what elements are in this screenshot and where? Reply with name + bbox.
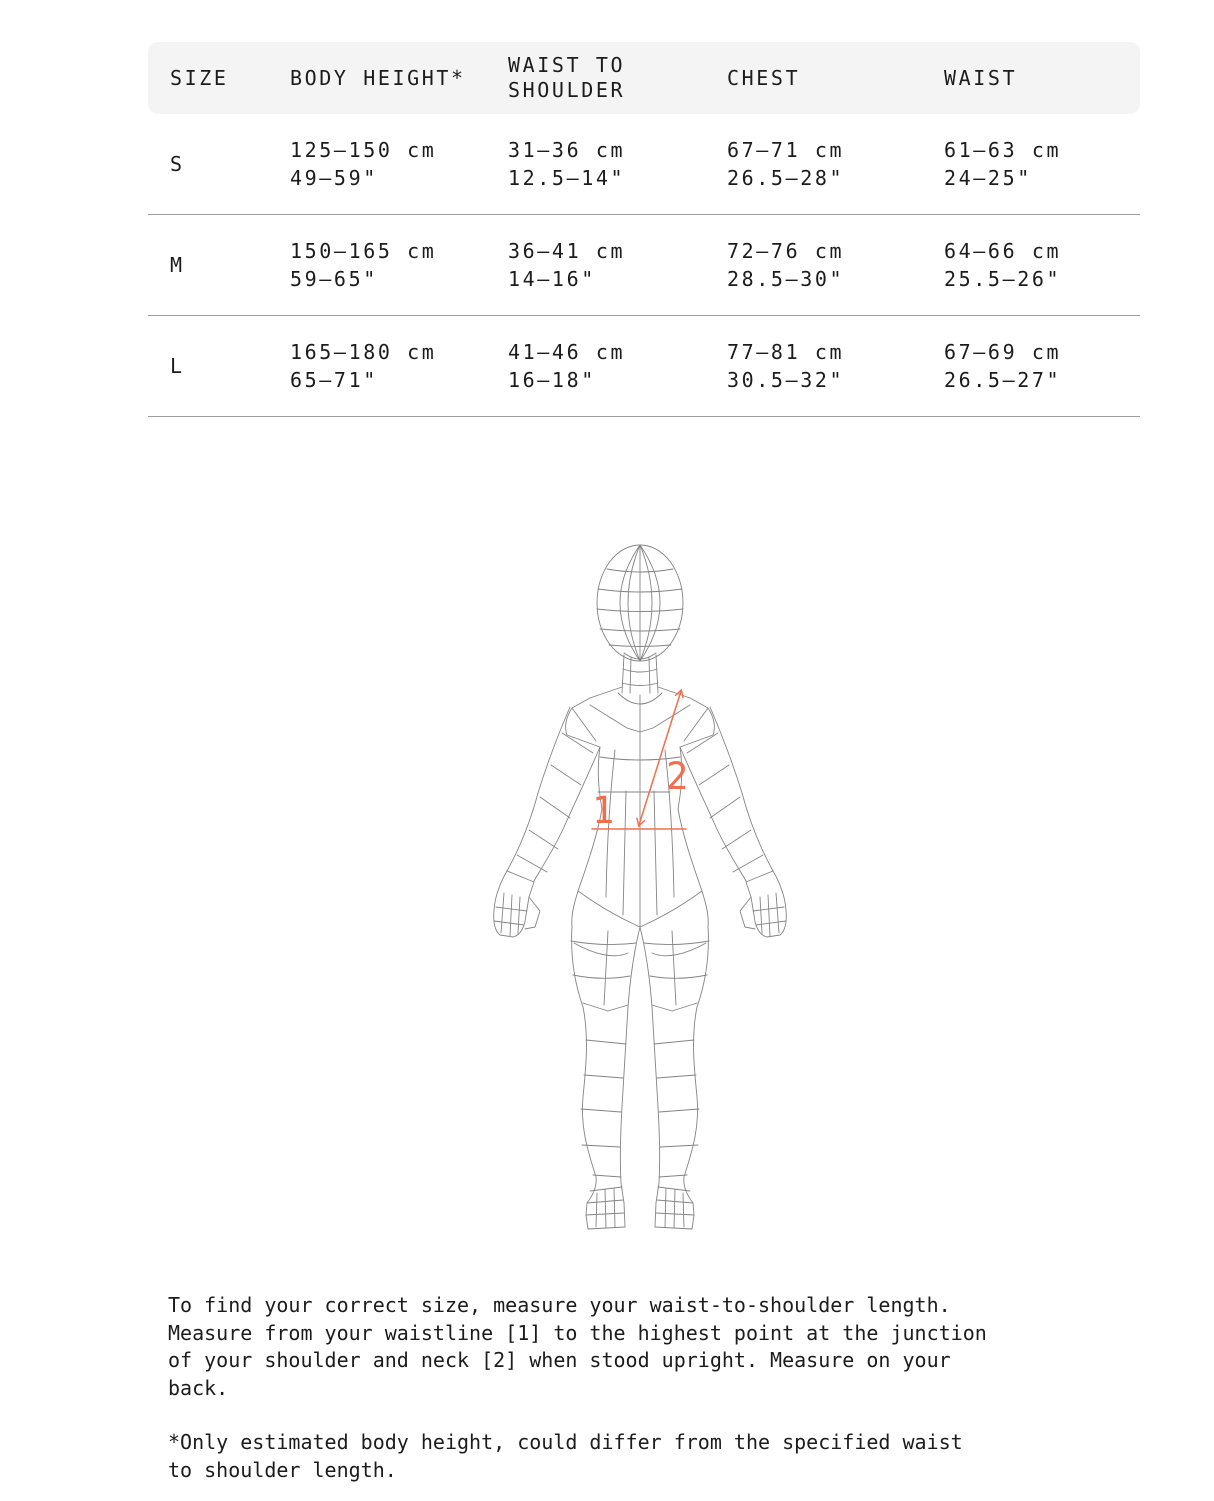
column-header-body-height: BODY HEIGHT* [290, 65, 466, 90]
size-label: M [170, 253, 185, 277]
mannequin-head [597, 545, 683, 661]
cell-chest [727, 136, 944, 192]
annotation-label-1: 1 [592, 789, 615, 832]
column-header-waist: WAIST [944, 65, 1018, 90]
value-cm: 67–69 cm [944, 340, 1062, 364]
value-cm: 64–66 cm [944, 239, 1062, 263]
cell-waist-to-shoulder [508, 136, 727, 192]
value-inches: 26.5–27" [944, 368, 1062, 392]
column-header-size: SIZE [170, 65, 229, 90]
value-inches: 49–59" [290, 166, 378, 190]
value-inches: 24–25" [944, 166, 1032, 190]
value-cm: 72–76 cm [727, 239, 845, 263]
body-height-disclaimer-text: *Only estimated body height, could differ from the specified waist to shoulder length. [168, 1430, 963, 1482]
value-cm: 36–41 cm [508, 239, 626, 263]
value-inches: 30.5–32" [727, 368, 845, 392]
value-cm: 150–165 cm [290, 239, 437, 263]
column-header-waist-to-shoulder: WAIST TO SHOULDER [508, 53, 640, 102]
table-row-size-l [148, 316, 1140, 417]
measuring-instructions-text: To find your correct size, measure your waist-to-shoulder length. Measure from your waistline [1] to the highest point at the junction of your shoulder and neck [2] when stood upright. Measure on your back. [168, 1293, 987, 1400]
mannequin-right-leg [640, 927, 709, 1229]
mannequin-wireframe-svg [450, 535, 830, 1235]
table-row-size-m [148, 215, 1140, 316]
cell-waist [944, 136, 1140, 192]
column-header-chest: CHEST [727, 65, 801, 90]
annotation-label-2: 2 [666, 755, 689, 798]
value-inches: 59–65" [290, 267, 378, 291]
cell-chest [727, 338, 944, 394]
value-cm: 77–81 cm [727, 340, 845, 364]
measurement-notes [168, 1292, 993, 1484]
cell-body-height [290, 237, 508, 293]
value-cm: 61–63 cm [944, 138, 1062, 162]
value-cm: 31–36 cm [508, 138, 626, 162]
value-inches: 12.5–14" [508, 166, 626, 190]
table-row-size-s [148, 114, 1140, 215]
value-inches: 16–18" [508, 368, 596, 392]
cell-waist [944, 237, 1140, 293]
cell-waist [944, 338, 1140, 394]
value-cm: 67–71 cm [727, 138, 845, 162]
value-cm: 165–180 cm [290, 340, 437, 364]
size-label: S [170, 152, 185, 176]
value-inches: 28.5–30" [727, 267, 845, 291]
mannequin-measurement-diagram [450, 535, 830, 1235]
mannequin-left-leg [571, 927, 640, 1229]
value-inches: 14–16" [508, 267, 596, 291]
cell-body-height [290, 136, 508, 192]
cell-body-height [290, 338, 508, 394]
value-cm: 41–46 cm [508, 340, 626, 364]
cell-chest [727, 237, 944, 293]
value-inches: 65–71" [290, 368, 378, 392]
cell-waist-to-shoulder [508, 237, 727, 293]
value-inches: 26.5–28" [727, 166, 845, 190]
cell-waist-to-shoulder [508, 338, 727, 394]
size-label: L [170, 354, 185, 378]
value-cm: 125–150 cm [290, 138, 437, 162]
size-table [148, 42, 1140, 417]
value-inches: 25.5–26" [944, 267, 1062, 291]
size-table-header [148, 42, 1140, 114]
